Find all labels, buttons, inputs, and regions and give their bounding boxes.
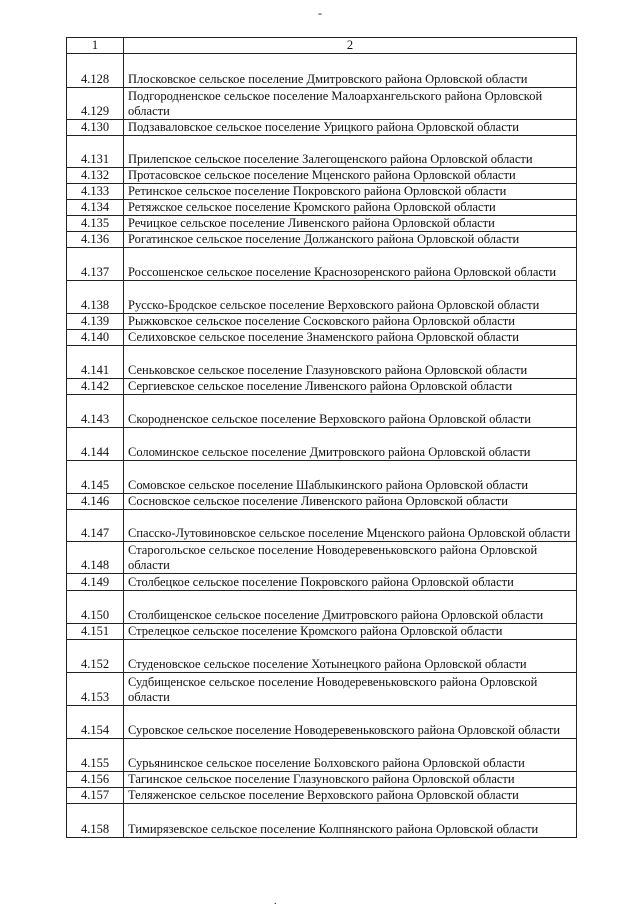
row-number: 4.131 [67,136,124,168]
table-row [67,640,577,673]
row-number: 4.152 [67,640,124,673]
table-row [67,232,577,248]
table-row [67,574,577,591]
row-number: 4.143 [67,395,124,428]
settlement-name: Россошенское сельское поселение Краснозоренского района Орловской области [124,248,577,281]
settlement-name: Рогатинское сельское поселение Должанского района Орловской области [124,232,577,248]
settlement-name: Сомовское сельское поселение Шаблыкинского района Орловской области [124,461,577,494]
settlement-name: Столбищенское сельское поселение Дмитровского района Орловской области [124,591,577,624]
settlement-name: Стрелецкое сельское поселение Кромского района Орловской области [124,624,577,640]
settlements-table [66,37,577,838]
settlement-name: Судбищенское сельское поселение Новодеревеньковского района Орловской области [124,673,577,706]
row-number: 4.136 [67,232,124,248]
table-row [67,673,577,706]
settlement-name: Столбецкое сельское поселение Покровского района Орловской области [124,574,577,591]
settlement-name: Спасско-Лутовиновское сельское поселение Мценского района Орловской области [124,510,577,542]
row-number: 4.146 [67,494,124,510]
settlement-name: Соломинское сельское поселение Дмитровского района Орловской области [124,428,577,461]
settlement-name: Скородненское сельское поселение Верховского района Орловской области [124,395,577,428]
row-number: 4.137 [67,248,124,281]
settlement-name: Речицкое сельское поселение Ливенского района Орловской области [124,216,577,232]
row-number: 4.158 [67,804,124,838]
row-number: 4.142 [67,379,124,395]
row-number: 4.147 [67,510,124,542]
row-number: 4.156 [67,772,124,788]
table-row [67,120,577,136]
table-row [67,494,577,510]
row-number: 4.133 [67,184,124,200]
row-number: 4.149 [67,574,124,591]
row-number: 4.134 [67,200,124,216]
row-number: 4.153 [67,673,124,706]
row-number: 4.154 [67,706,124,739]
settlement-name: Подзаваловское сельское поселение Урицкого района Орловской области [124,120,577,136]
row-number: 4.148 [67,542,124,574]
table-row [67,330,577,346]
table-row [67,510,577,542]
table-row [67,216,577,232]
table-row [67,248,577,281]
table-row [67,706,577,739]
settlement-name: Сурьянинское сельское поселение Болховского района Орловской области [124,739,577,772]
settlement-name: Плосковское сельское поселение Дмитровского района Орловской области [124,54,577,88]
settlement-name: Подгородненское сельское поселение Малоархангельского района Орловской области [124,88,577,120]
table-row [67,461,577,494]
table-row [67,168,577,184]
row-number: 4.132 [67,168,124,184]
table-row [67,346,577,379]
settlement-name: Старогольское сельское поселение Новодеревеньковского района Орловской области [124,542,577,574]
table-row [67,624,577,640]
page-footer-mark: . [274,896,277,907]
row-number: 4.140 [67,330,124,346]
table-row [67,184,577,200]
table-row [67,54,577,88]
table-row [67,428,577,461]
settlement-name: Сергиевское сельское поселение Ливенского района Орловской области [124,379,577,395]
table-row [67,788,577,804]
row-number: 4.138 [67,281,124,314]
table-row [67,591,577,624]
settlement-name: Студеновское сельское поселение Хотынецкого района Орловской области [124,640,577,673]
table-row [67,542,577,574]
settlement-name: Сосновское сельское поселение Ливенского района Орловской области [124,494,577,510]
settlement-name: Тагинское сельское поселение Глазуновского района Орловской области [124,772,577,788]
settlement-name: Ретяжское сельское поселение Кромского района Орловской области [124,200,577,216]
header-col-1: 1 [67,38,124,54]
settlement-name: Суровское сельское поселение Новодеревеньковского района Орловской области [124,706,577,739]
header-col-2: 2 [124,38,577,54]
row-number: 4.130 [67,120,124,136]
settlement-name: Тимирязевское сельское поселение Колпнянского района Орловской области [124,804,577,838]
table-row [67,281,577,314]
row-number: 4.139 [67,314,124,330]
row-number: 4.157 [67,788,124,804]
row-number: 4.144 [67,428,124,461]
settlement-name: Протасовское сельское поселение Мценского района Орловской области [124,168,577,184]
settlement-name: Теляженское сельское поселение Верховского района Орловской области [124,788,577,804]
row-number: 4.141 [67,346,124,379]
settlement-name: Селиховское сельское поселение Знаменского района Орловской области [124,330,577,346]
table-row [67,200,577,216]
table-row [67,314,577,330]
table-row [67,395,577,428]
row-number: 4.155 [67,739,124,772]
row-number: 4.135 [67,216,124,232]
table-row [67,379,577,395]
page-marker: - [318,6,322,20]
row-number: 4.128 [67,54,124,88]
row-number: 4.151 [67,624,124,640]
row-number: 4.145 [67,461,124,494]
settlement-name: Сеньковское сельское поселение Глазуновского района Орловской области [124,346,577,379]
table-row [67,136,577,168]
table-row [67,772,577,788]
settlement-name: Рыжковское сельское поселение Сосковского района Орловской области [124,314,577,330]
row-number: 4.129 [67,88,124,120]
table-row [67,739,577,772]
table-header-row [67,38,577,54]
row-number: 4.150 [67,591,124,624]
settlement-name: Ретинское сельское поселение Покровского района Орловской области [124,184,577,200]
table-row [67,88,577,120]
settlement-name: Прилепское сельское поселение Залегощенского района Орловской области [124,136,577,168]
settlement-name: Русско-Бродское сельское поселение Верховского района Орловской области [124,281,577,314]
table-row [67,804,577,838]
